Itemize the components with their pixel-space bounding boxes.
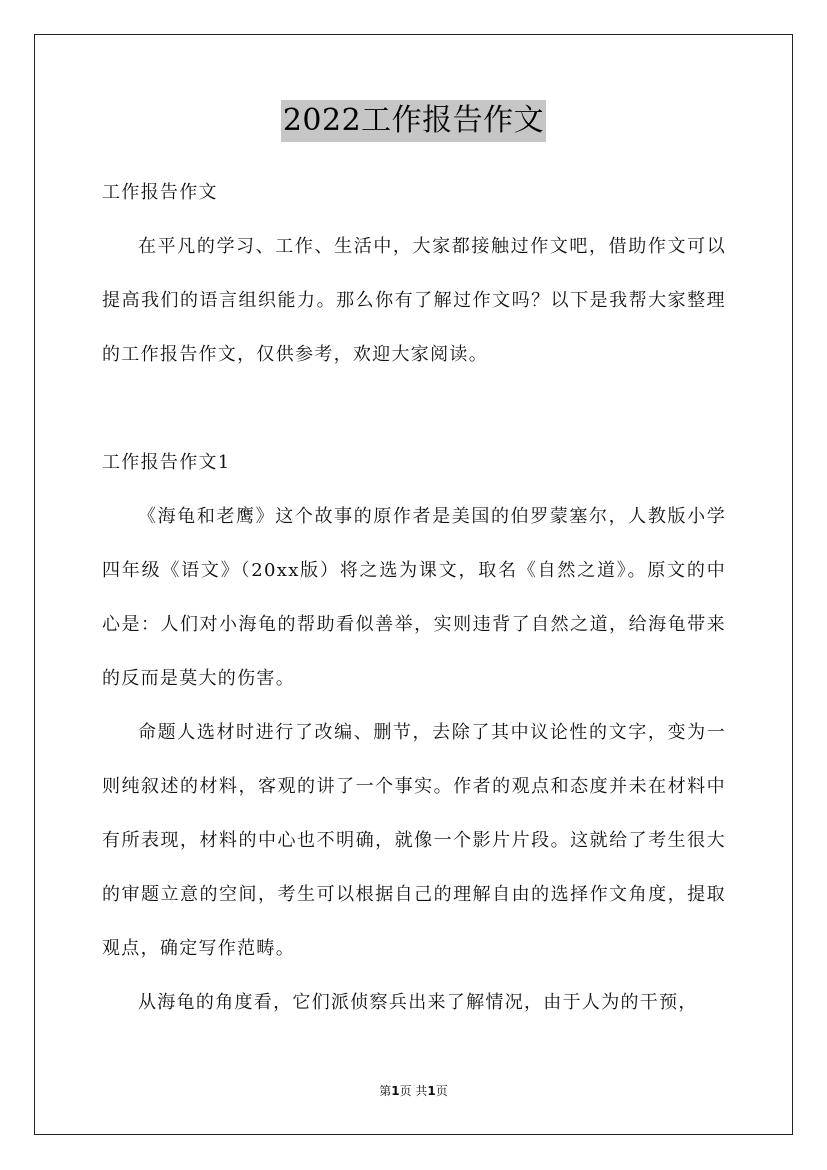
footer-prefix: 第: [379, 1084, 392, 1098]
body-paragraph-1: 《海龟和老鹰》这个故事的原作者是美国的伯罗蒙塞尔，人教版小学四年级《语文》（20xx版）将之选为课文，取名《自然之道》。原文的中心是：人们对小海龟的帮助看似善举，实则违背了自然之道，给海龟带来的反而是莫大的伤害。: [102, 506, 726, 689]
body-paragraph-3: 从海龟的角度看，它们派侦察兵出来了解情况，由于人为的干预，: [138, 992, 698, 1013]
footer-suffix: 页: [435, 1084, 448, 1098]
footer-mid: 页 共: [399, 1084, 428, 1098]
blank-line: [102, 382, 726, 436]
intro-paragraph: 在平凡的学习、工作、生活中，大家都接触过作文吧，借助作文可以提高我们的语言组织能力。那么你有了解过作文吗？以下是我帮大家整理的工作报告作文，仅供参考，欢迎大家阅读。: [102, 236, 726, 365]
subtitle: 工作报告作文: [102, 182, 218, 203]
title-container: [0, 100, 827, 142]
footer-total-pages: 1: [427, 1084, 436, 1098]
footer-page-number: 1: [391, 1084, 400, 1098]
body-paragraph-2: 命题人选材时进行了改编、删节，去除了其中议论性的文字，变为一则纯叙述的材料，客观的讲了一个事实。作者的观点和态度并未在材料中有所表现，材料的中心也不明确，就像一个影片片段。这就给了考生很大的审题立意的空间，考生可以根据自己的理解自由的选择作文角度，提取观点，确定写作范畴。: [102, 722, 726, 959]
page-footer: [0, 1082, 827, 1099]
document-title: 2022工作报告作文: [281, 100, 546, 142]
section-heading: 工作报告作文1: [102, 452, 231, 473]
document-body: [102, 166, 726, 1030]
